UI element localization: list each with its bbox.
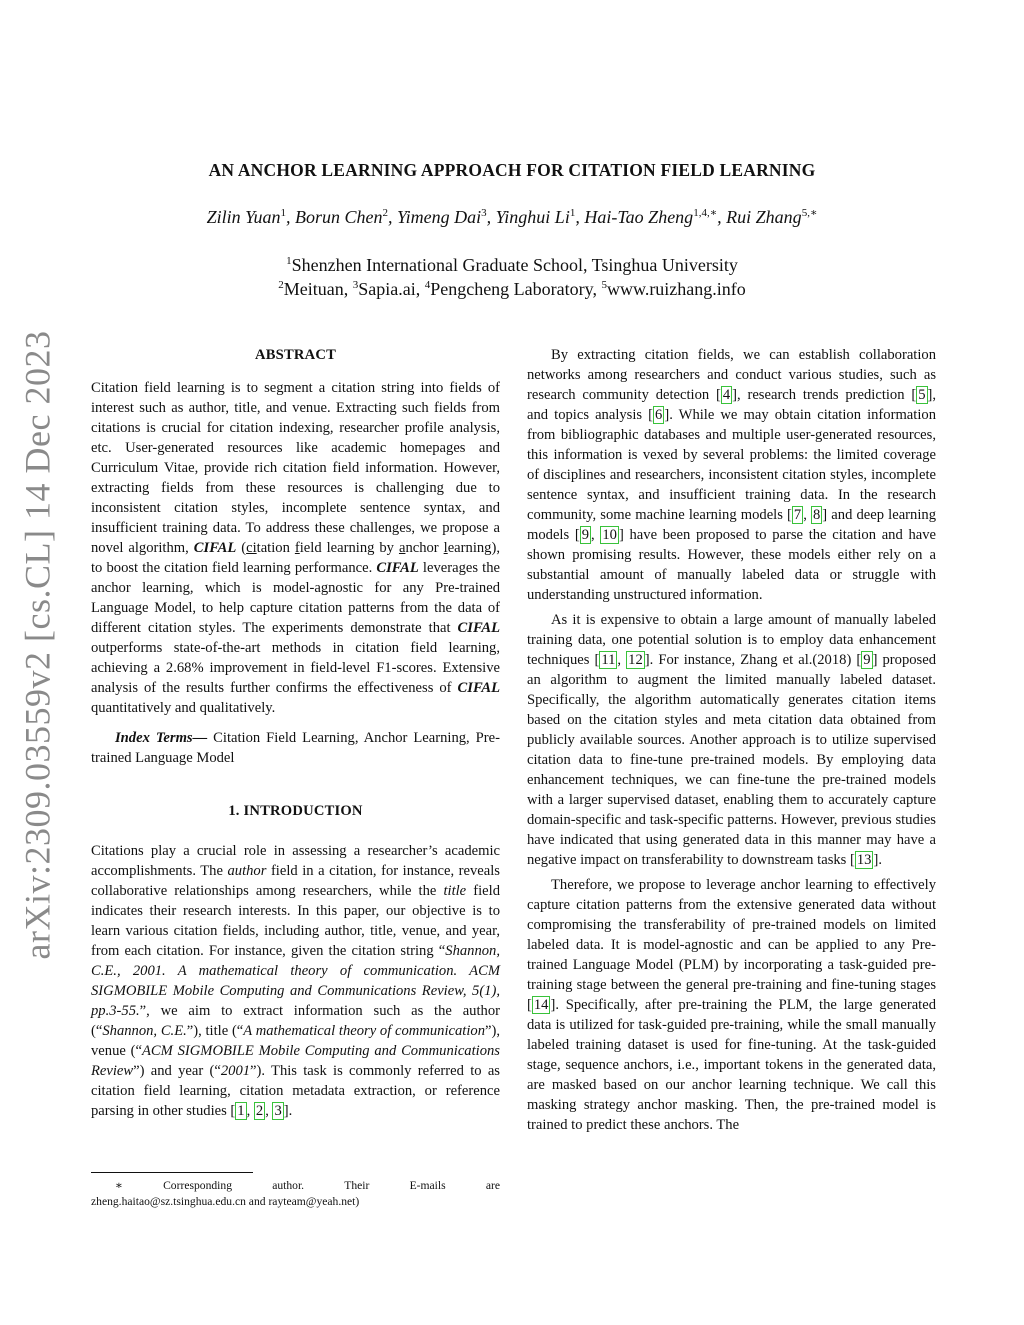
abstract-heading: ABSTRACT <box>254 347 337 363</box>
author-name: Rui Zhang <box>726 207 802 227</box>
introduction-heading: 1. INTRODUCTION <box>228 803 363 819</box>
citation-link[interactable]: 9 <box>581 527 590 543</box>
abstract-text: Citation field learning is to segment a citation string into fields of interest such as author, title, and venue. Extracting such fields from citations is crucial for citation indexing, researcher profile analysis, etc. User-generated resources like academic homepages and Curriculum Vitae, provide rich citation field information. However, extracting fields from these resources is challenging due to inconsistent citation styles, incomplete sentence syntax, and insufficient training data. To address these challenges, we propose a novel algorithm, CIFAL (citation field learning by anchor learning), to boost the citation field learning performance. CIFAL leverages the anchor learning, which is model-agnostic for any Pre-trained Language Model, to help capture citation patterns from the data of different citation styles. The experiments demonstrate that CIFAL outperforms state-of-the-art methods in citation field learning, achieving a 2.68% improvement in field-level F1-scores. Extensive analysis of the results further confirms the effectiveness of CIFAL quantitatively and qualitatively. <box>91 380 500 716</box>
body-paragraph: As it is expensive to obtain a large amount of manually labeled training data, one potential solution is to employ data enhancement techniques [ 11 , 12 ]. For instance, Zhang et al.(2018) [ 9 ] proposed an algorithm to augment the limited manually labeled dataset. Specifically, the algorithm automatically generates citation items based on the citation styles and meta citation data obtained from publicly available sources. Another approach is to utilize supervised citation data to fine-tune pre-trained models. By employing data enhancement techniques, we can fine-tune the pre-trained models with a larger supervised dataset, enabling them to accurately capture domain-specific and task-specific patterns. However, previous studies have indicated that using generated data in this manner may have a negative impact on transferability to downstream tasks [ 13 ]. <box>527 612 937 868</box>
citation-link[interactable]: 12 <box>628 652 643 668</box>
citation-link[interactable]: 10 <box>602 527 617 543</box>
citation-link[interactable]: 1 <box>237 1103 245 1119</box>
citation-link[interactable]: 13 <box>856 852 872 868</box>
footnote-rule <box>91 1172 253 1173</box>
introduction-paragraph: Citations play a crucial role in assessing a researcher’s academic accomplishments. The author field in a citation, for instance, reveals collaborative relationships among researchers, while the title field indicates their research interests. In this paper, our objective is to learn various citation fields, including author, title, venue, and year, from each citation. For instance, given the citation string “Shannon, C.E., 2001. A mathematical theory of communication. ACM SIGMOBILE Mobile Computing and Communications Review, 5(1), pp.3-55.”, we aim to extract information such as the author (“Shannon, C.E.”), title (“A mathematical theory of communication”), venue (“ACM SIGMOBILE Mobile Computing and Communications Review”) and year (“2001”). This task is commonly referred to as citation field learning, citation metadata extraction, or reference parsing in other studies [ 1 , 2 , 3 ]. <box>91 843 500 1119</box>
paper-title: AN ANCHOR LEARNING APPROACH FOR CITATION FIELD LEARNING <box>208 160 816 180</box>
right-column <box>527 345 936 1135</box>
citation-link[interactable]: 11 <box>601 652 616 668</box>
citation-link[interactable]: 3 <box>274 1103 282 1119</box>
author-name: Zilin Yuan <box>206 207 281 227</box>
author-name: Yinghui Li <box>495 207 570 227</box>
citation-link[interactable]: 5 <box>918 387 926 403</box>
arxiv-identifier-text: arXiv:2309.03559v2 [cs.CL] 14 Dec 2023 <box>17 330 58 960</box>
body-paragraph: By extracting citation fields, we can establish collaboration networks among researchers and conduct various studies, such as research community detection [ 4 ], research trends prediction [ 5 ], and topics analysis [ 6 ]. While we may obtain citation information from bibliographic databases and multiple user-generated resources, this information is vexed by several problems: the limited coverage of disciplines and researchers, inconsistent citation styles, incomplete sentence syntax, and insufficient training data. In the research community, some machine learning models [ 7 , 8 ] and deep learning models [ 9 , 10 ] have been proposed to parse the citation and have shown promising results. However, these models either rely on a substantial amount of manually labeled data or struggle with understanding unstructured information. <box>527 347 937 603</box>
footnote: ∗ Corresponding author. Their E-mails are zheng.haitao@sz.tsinghua.edu.cn and rayteam@yeah.net) <box>91 1179 500 1208</box>
citation-link[interactable]: 4 <box>722 387 731 403</box>
left-column <box>91 345 500 1121</box>
citation-link[interactable]: 8 <box>813 507 821 523</box>
affiliation-line-1: $^1$Shenzhen International Graduate School, Tsinghua University <box>286 255 738 275</box>
affiliation-line-2: $^2$Meituan, $^3$Sapia.ai, $^4$Pengcheng Laboratory, $^5$www.ruizhang.info <box>278 279 746 299</box>
author-name: Hai-Tao Zheng <box>584 207 694 227</box>
citation-link[interactable]: 14 <box>533 997 549 1013</box>
citation-link[interactable]: 9 <box>863 652 871 668</box>
author-list: Zilin Yuan$^1$, Borun Chen$^2$, Yimeng Dai$^3$, Yinghui Li$^1$, Hai-Tao Zheng$^{1,4,∗}$, Rui Zhang$^{5,∗}$ <box>206 207 818 227</box>
index-terms: Index Terms— Citation Field Learning, Anchor Learning, Pre-trained Language Model <box>91 730 500 766</box>
citation-link[interactable]: 7 <box>793 507 802 523</box>
author-name: Borun Chen <box>294 207 383 227</box>
body-paragraph: Therefore, we propose to leverage anchor learning to effectively capture citation patterns from the extensive generated data without compromising the transferability of pre-trained models on limited labeled data. It is model-agnostic and can be applied to any Pre-trained Language Model (PLM) by incorporating a task-guided pre-training stage between the general pre-training and fine-tuning stages [ 14 ]. Specifically, after pre-training the PLM, the large generated data is utilized for task-guided pre-training, while the small manually labeled training dataset is used for fine-tuning. At the task-guided stage, sequence anchors, i.e., important tokens in the generated data, are masked based on our anchor learning technique. We call this masking strategy anchor masking. Then, the pre-trained model is trained to predict these anchors. The <box>527 877 936 1133</box>
arxiv-identifier <box>2 330 72 960</box>
author-name: Yimeng Dai <box>396 207 482 227</box>
citation-link[interactable]: 6 <box>655 407 663 423</box>
citation-link[interactable]: 2 <box>255 1103 264 1119</box>
